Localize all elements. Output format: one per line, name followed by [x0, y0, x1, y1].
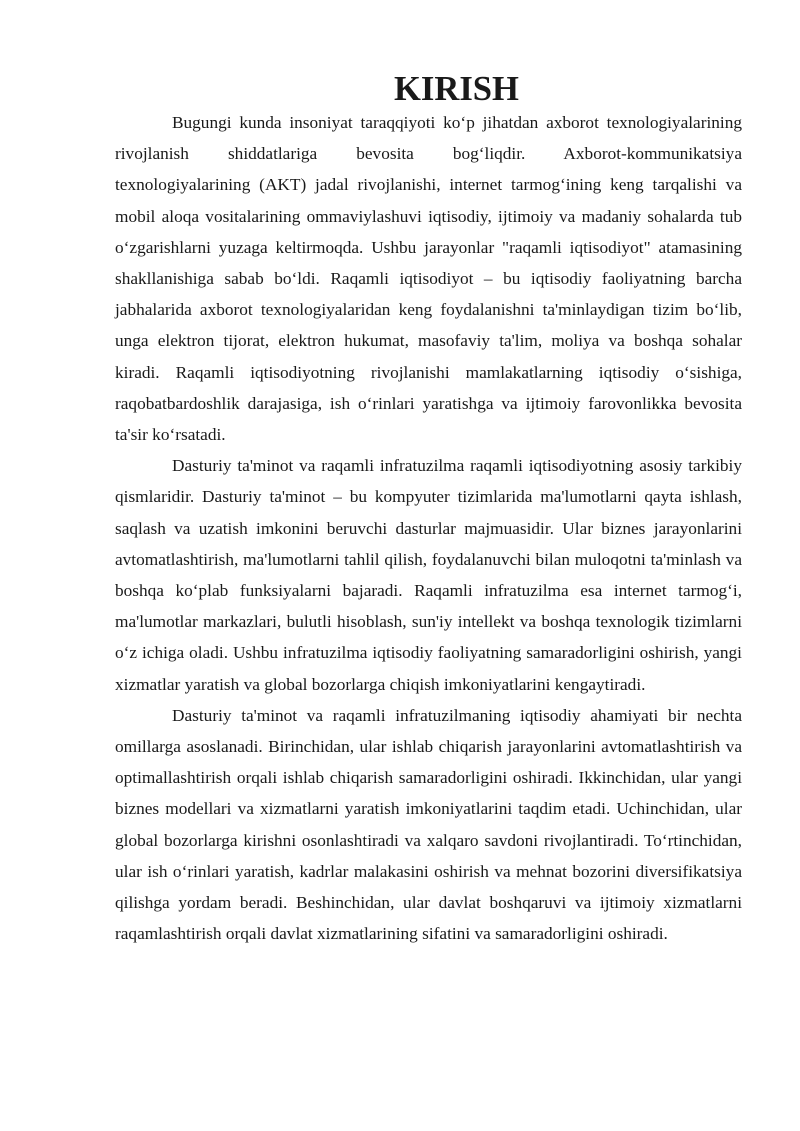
section-heading: KIRISH: [394, 70, 519, 108]
paragraph-3: Dasturiy ta'minot va raqamli infratuzilmaning iqtisodiy ahamiyati bir nechta omillarga asoslanadi. Birinchidan, ular ishlab chiqarish jarayonlarini avtomatlashtirish va optimallashtirish orqali ishlab chiqarish samaradorligini oshiradi. Ikkinchidan, ular yangi biznes modellari va xizmatlarni yaratish imkoniyatlarini taqdim etadi. Uchinchidan, ular global bozorlarga kirishni osonlashtiradi va xalqaro savdoni rivojlantiradi. To‘rtinchidan, ular ish o‘rinlari yaratish, kadrlar malakasini oshirish va mehnat bozorini diversifikatsiya qilishga yordam beradi. Beshinchidan, ular davlat boshqaruvi va ijtimoiy xizmatlarni raqamlashtirish orqali davlat xizmatlarining sifatini va samaradorligini oshiradi.: [115, 705, 742, 944]
document-body: [115, 70, 742, 949]
paragraph-1: Bugungi kunda insoniyat taraqqiyoti ko‘p jihatdan axborot texnologiyalarining rivojlanish shiddatlariga bevosita bog‘liqdir. Axborot-kommunikatsiya texnologiyalarining (AKT) jadal rivojlanishi, internet tarmog‘ining keng tarqalishi va mobil aloqa vositalarining ommaviylashuvi iqtisodiy, ijtimoiy va madaniy sohalarda tub o‘zgarishlarni yuzaga keltirmoqda. Ushbu jarayonlar "raqamli iqtisodiyot" atamasining shakllanishiga sabab bo‘ldi. Raqamli iqtisodiyot – bu iqtisodiy faoliyatning barcha jabhalarida axborot texnologiyalaridan keng foydalanishni ta'minlaydigan tizim bo‘lib, unga elektron tijorat, elektron hukumat, masofaviy ta'lim, moliya va boshqa sohalar kiradi. Raqamli iqtisodiyotning rivojlanishi mamlakatlarning iqtisodiy o‘sishiga, raqobatbardoshlik darajasiga, ish o‘rinlari yaratishga va ijtimoiy farovonlikka bevosita ta'sir ko‘rsatadi.: [115, 113, 742, 445]
paragraph-2: Dasturiy ta'minot va raqamli infratuzilma raqamli iqtisodiyotning asosiy tarkibiy qismlaridir. Dasturiy ta'minot – bu kompyuter tizimlarida ma'lumotlarni qayta ishlash, saqlash va uzatish imkonini beruvchi dasturlar majmuasidir. Ular biznes jarayonlarini avtomatlashtirish, ma'lumotlarni tahlil qilish, foydalanuvchi bilan muloqotni ta'minlash va boshqa ko‘plab funksiyalarni bajaradi. Raqamli infratuzilma esa internet tarmog‘i, ma'lumotlar markazlari, bulutli hisoblash, sun'iy intellekt va boshqa texnologik tizimlarni o‘z ichiga oladi. Ushbu infratuzilma iqtisodiy faoliyatning samaradorligini oshirish, yangi xizmatlar yaratish va global bozorlarga chiqish imkoniyatlarini kengaytiradi.: [115, 456, 742, 694]
